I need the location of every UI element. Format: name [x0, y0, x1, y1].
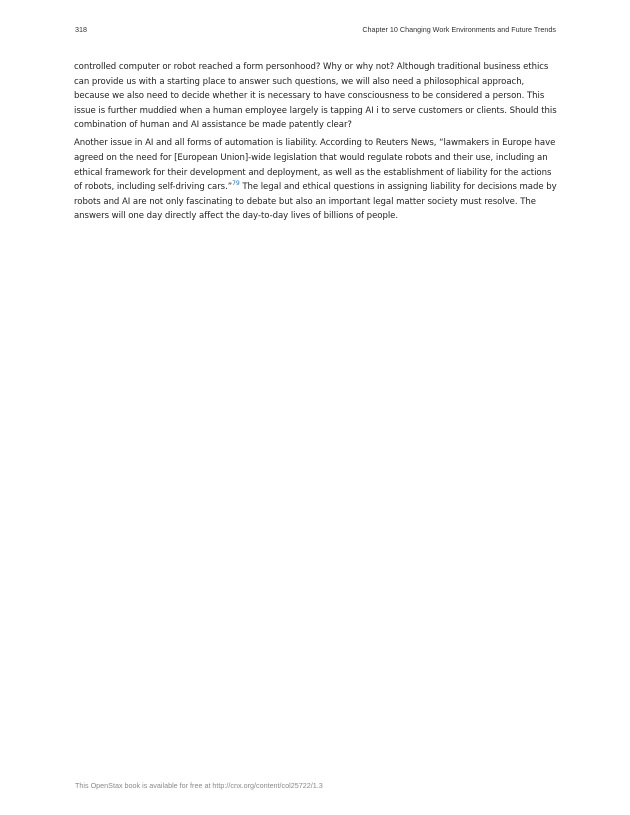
paragraph-2-text-after-ref: The legal and ethical questions in assigning liability for decisions made by robots and AI are not only fascinating to debate but also an important legal matter society must resolve. The answers will one day directly affect the day-to-day lives of billions of people.	[74, 182, 557, 222]
paragraph-2-text-before-ref: Another issue in AI and all forms of automation is liability. According to Reuters News, “lawmakers in Europe have agreed on the need for [European Union]-wide legislation that would regulate robots and their use, including an ethical framework for their development and deployment, as well as the establishment of liability for the actions of robots, including self-driving cars.”	[74, 138, 556, 193]
body-text	[74, 60, 558, 228]
page-number: 318	[75, 25, 87, 34]
running-footer: This OpenStax book is available for free at http://cnx.org/content/col25722/1.3	[75, 781, 323, 790]
paragraph-2	[74, 136, 558, 224]
running-header	[75, 25, 556, 37]
footnote-reference-link[interactable]: 79	[232, 180, 240, 188]
chapter-title: Chapter 10 Changing Work Environments and Future Trends	[362, 25, 556, 34]
paragraph-1: controlled computer or robot reached a form personhood? Why or why not? Although traditional business ethics can provide us with a starting place to answer such questions, we will also need a philosophical approach, because we also need to decide whether it is necessary to have consciousness to be considered a person. This issue is further muddied when a human employee largely is tapping AI i to serve customers or clients. Should this combination of human and AI assistance be made patently clear?	[74, 62, 557, 131]
